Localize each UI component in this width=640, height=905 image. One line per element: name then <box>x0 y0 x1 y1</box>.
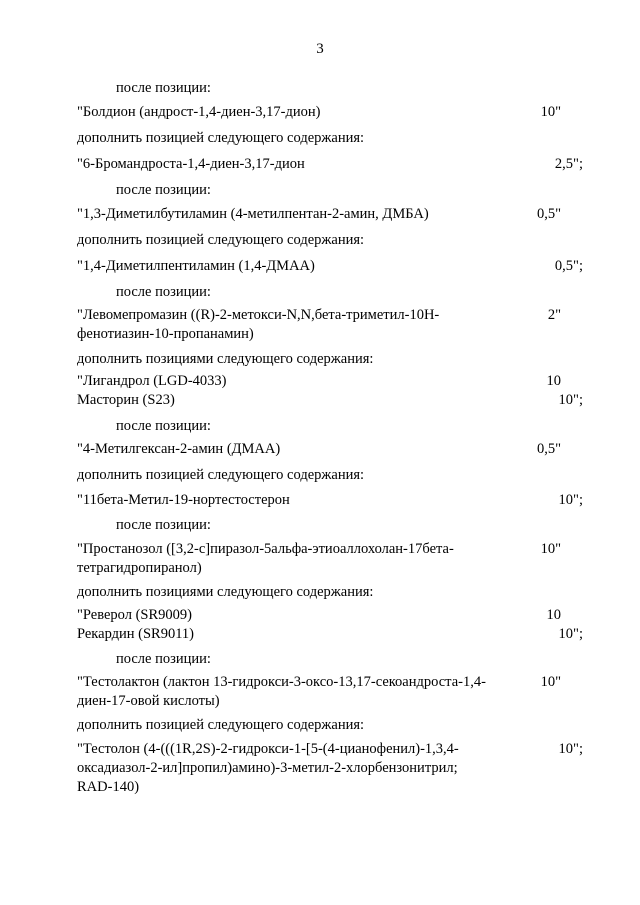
list-entry <box>77 257 583 276</box>
instruction-text: дополнить позицией следующего содержания: <box>77 130 365 146</box>
entry-value: 10" <box>540 541 561 557</box>
list-entry <box>77 155 583 174</box>
entry-value: 10 <box>546 373 561 389</box>
list-entry <box>77 673 561 711</box>
entry-value: 10"; <box>558 741 583 757</box>
entry-value: 0,5"; <box>554 258 583 274</box>
list-entry <box>77 103 561 122</box>
instruction-text: после позиции: <box>116 418 211 434</box>
entry-name: "Лигандрол (LGD-4033) <box>77 373 227 389</box>
entry-value: 10"; <box>558 626 583 642</box>
list-entry <box>77 491 583 510</box>
entry-name-line1: "Тестолактон (лактон 13-гидрокси-3-оксо-13,17-секоандроста-1,4- <box>77 674 486 690</box>
entry-value: 10 <box>546 607 561 623</box>
entry-value: 0,5" <box>536 441 561 457</box>
entry-value: 2,5"; <box>554 156 583 172</box>
entry-value: 10" <box>540 104 561 120</box>
entry-name: "Реверол (SR9009) <box>77 607 192 623</box>
list-entry <box>77 540 561 578</box>
list-entry-pair <box>77 391 583 410</box>
entry-name: "1,3-Диметилбутиламин (4-метилпентан-2-амин, ДМБА) <box>77 206 429 222</box>
entry-name-line2: фенотиазин-10-пропанамин) <box>77 326 254 342</box>
list-entry <box>77 306 561 344</box>
entry-name-line2: тетрагидропиранол) <box>77 560 202 576</box>
entry-name-line2: диен-17-овой кислоты) <box>77 693 220 709</box>
instruction-text: дополнить позицией следующего содержания: <box>77 717 365 733</box>
instruction-text: после позиции: <box>116 651 211 667</box>
entry-value: 10"; <box>558 492 583 508</box>
instruction-text: дополнить позицией следующего содержания: <box>77 232 365 248</box>
entry-value: 10" <box>540 674 561 690</box>
list-entry <box>77 740 583 797</box>
instruction-text: после позиции: <box>116 517 211 533</box>
entry-name: Масторин (S23) <box>77 392 175 408</box>
entry-value: 10"; <box>558 392 583 408</box>
list-entry-pair <box>77 625 583 644</box>
instruction-text: дополнить позицией следующего содержания: <box>77 467 365 483</box>
instruction-text: дополнить позициями следующего содержания: <box>77 351 374 367</box>
instruction-text: дополнить позициями следующего содержания: <box>77 584 374 600</box>
entry-name-line1: "Левомепромазин ((R)-2-метокси-N,N,бета-триметил-10H- <box>77 307 440 323</box>
entry-name: "6-Бромандроста-1,4-диен-3,17-дион <box>77 156 305 172</box>
entry-name-line3: RAD-140) <box>77 779 140 795</box>
list-entry-pair <box>77 606 561 625</box>
list-entry-pair <box>77 372 561 391</box>
entry-name-line1: "Тестолон (4-(((1R,2S)-2-гидрокси-1-[5-(4-цианофенил)-1,3,4- <box>77 741 459 757</box>
instruction-text: после позиции: <box>116 182 211 198</box>
list-entry <box>77 440 561 459</box>
entry-value: 0,5" <box>536 206 561 222</box>
instruction-text: после позиции: <box>116 284 211 300</box>
instruction-text: после позиции: <box>116 80 211 96</box>
entry-name: "1,4-Диметилпентиламин (1,4-ДМАА) <box>77 258 315 274</box>
entry-value: 2" <box>547 307 561 323</box>
page-number: 3 <box>316 41 324 57</box>
entry-name: Рекардин (SR9011) <box>77 626 195 642</box>
entry-name-line2: оксадиазол-2-ил]пропил)амино)-3-метил-2-хлорбензонитрил; <box>77 760 458 776</box>
entry-name: "11бета-Метил-19-нортестостерон <box>77 492 290 508</box>
list-entry <box>77 205 561 224</box>
entry-name-line1: "Простанозол ([3,2-c]пиразол-5альфа-этиоаллохолан-17бета- <box>77 541 454 557</box>
entry-name: "Болдион (андрост-1,4-диен-3,17-дион) <box>77 104 321 120</box>
entry-name: "4-Метилгексан-2-амин (ДМАА) <box>77 441 281 457</box>
